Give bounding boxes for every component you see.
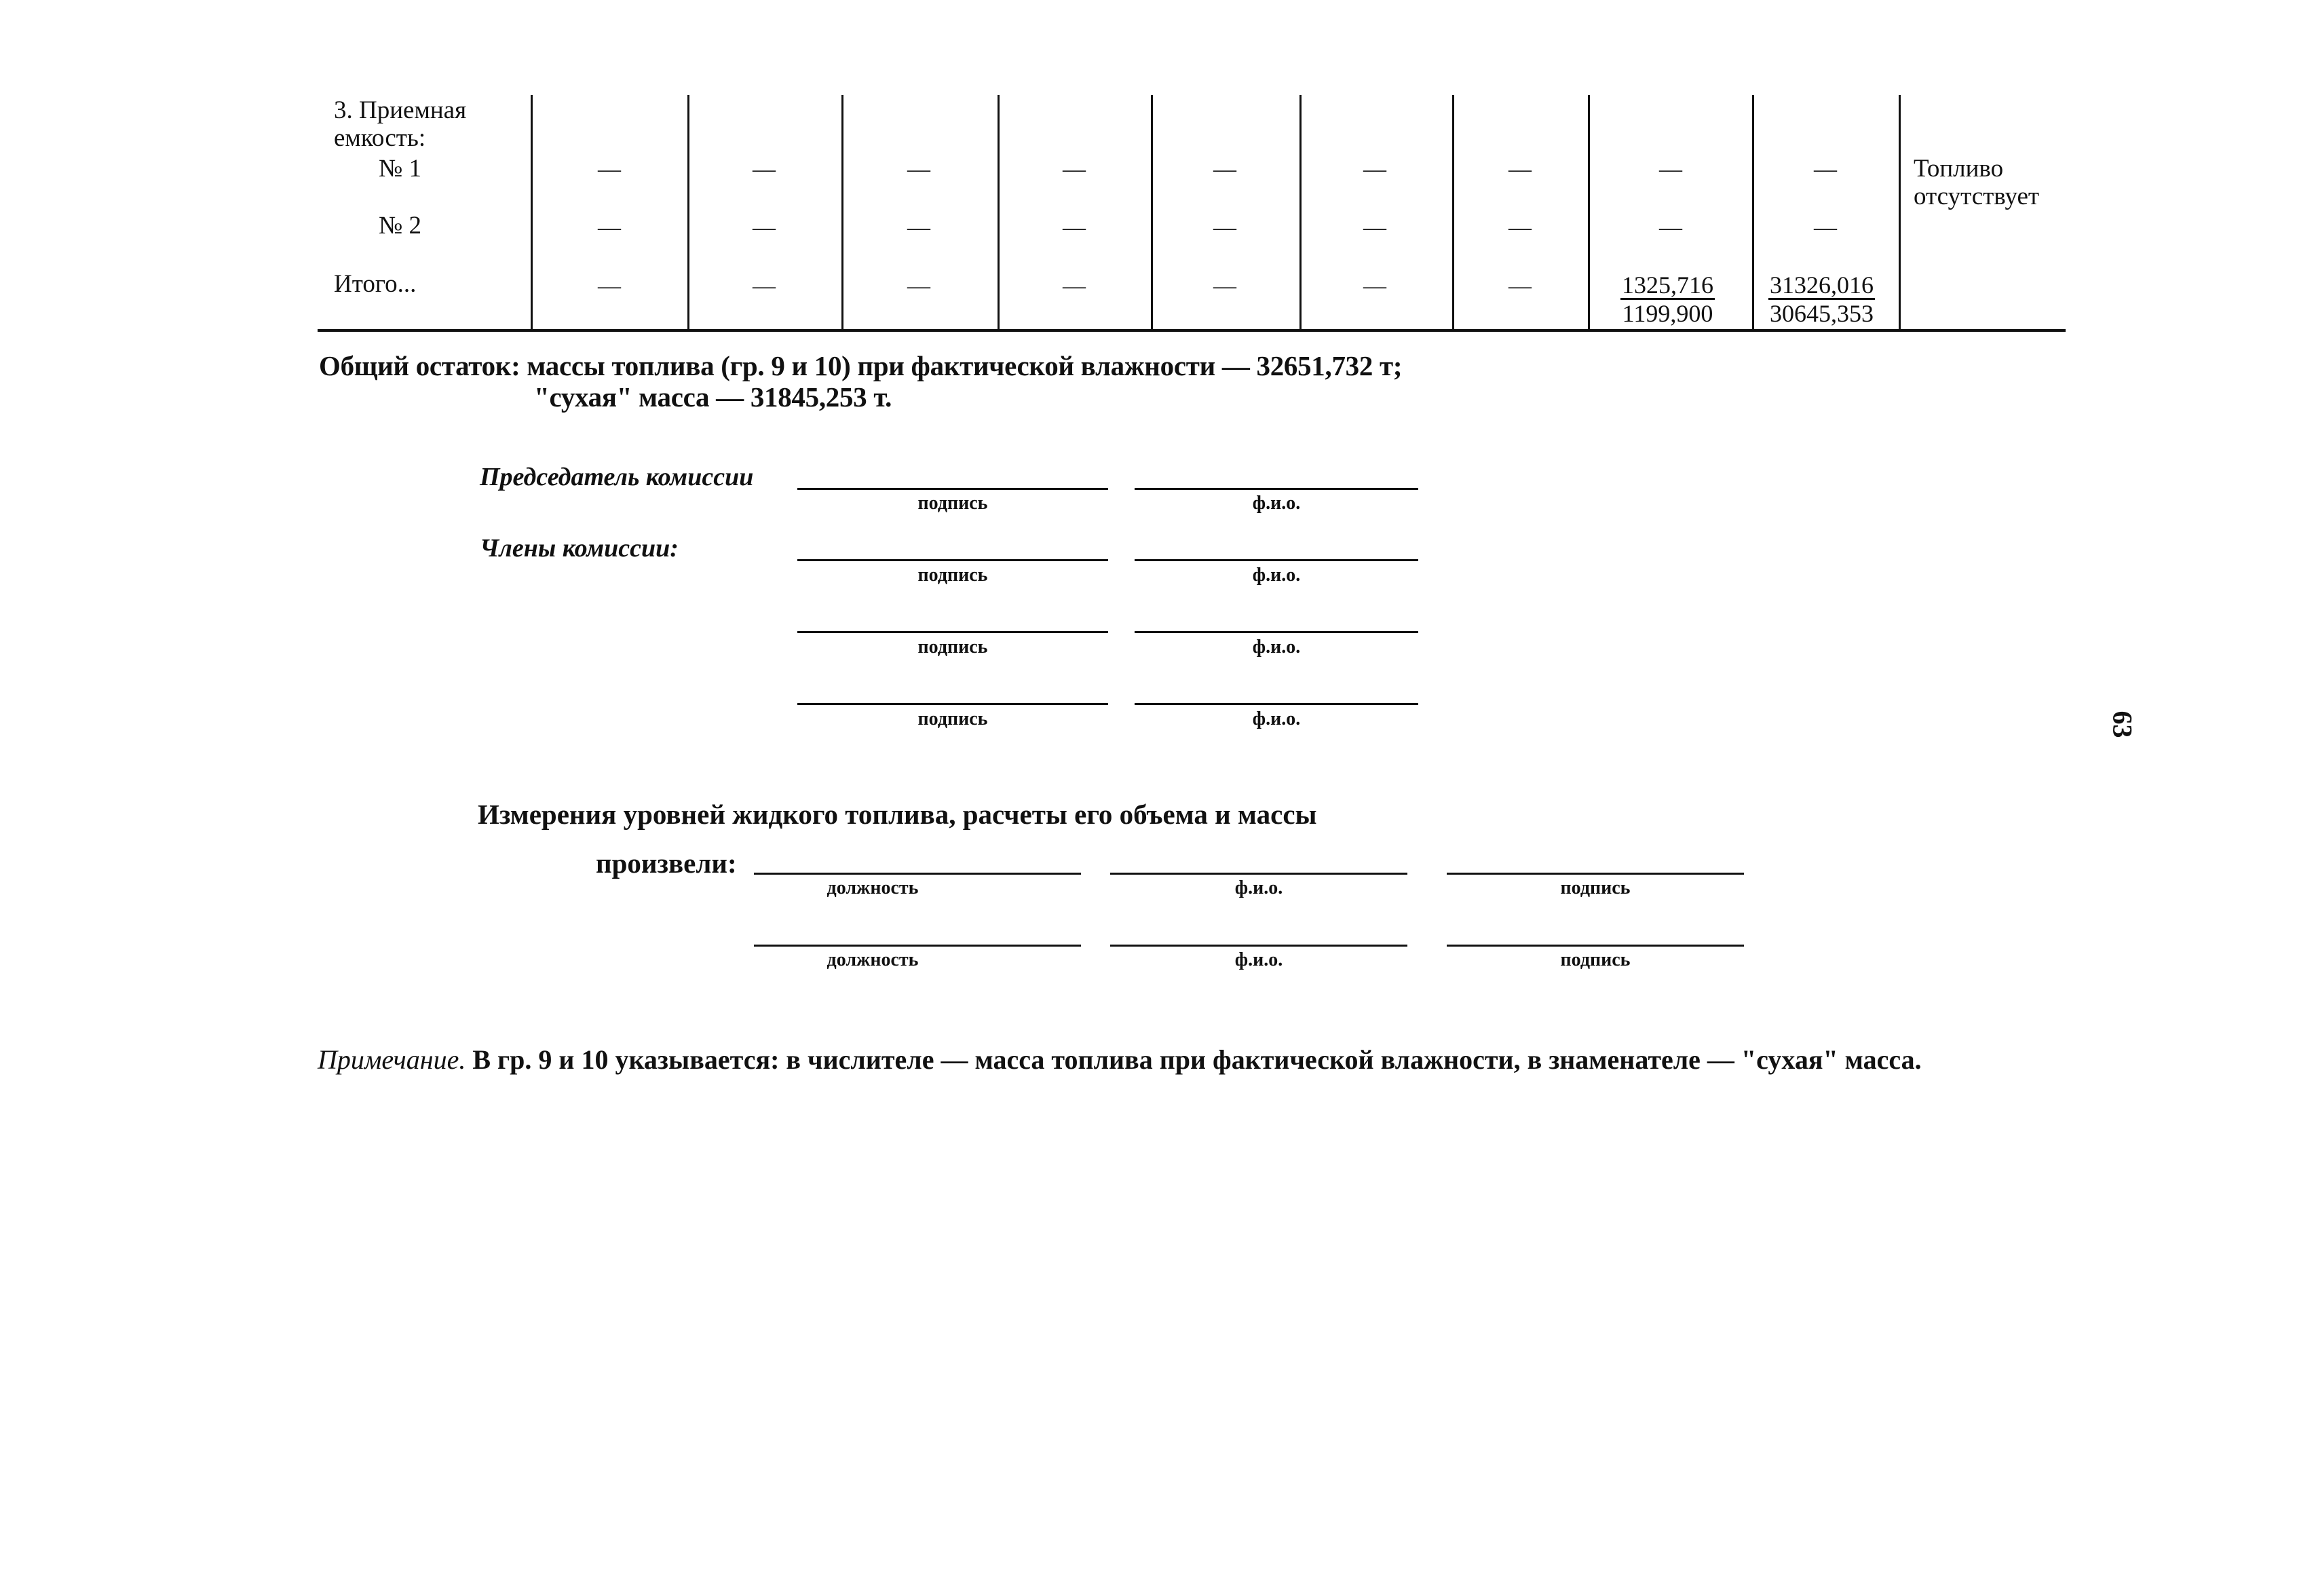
position-line[interactable]	[754, 873, 1081, 875]
table-cell: —	[753, 215, 776, 240]
name-caption: ф.и.о.	[1252, 493, 1301, 514]
name-caption: ф.и.о.	[1252, 636, 1301, 658]
signature-line[interactable]	[1447, 945, 1744, 947]
column-divider	[1899, 95, 1901, 330]
total-col9-fraction	[1620, 273, 1715, 326]
signature-line[interactable]	[797, 559, 1108, 561]
row-group-title	[334, 96, 466, 152]
position-caption: должность	[827, 877, 919, 898]
remarks-line: Топливо	[1914, 155, 2004, 183]
table-cell: —	[1659, 215, 1682, 240]
fraction-denominator: 30645,353	[1770, 300, 1874, 327]
column-divider	[1452, 95, 1454, 330]
name-caption: ф.и.о.	[1234, 877, 1283, 898]
column-divider	[1588, 95, 1590, 330]
signature-line[interactable]	[1447, 873, 1744, 875]
remarks-line: отсутствует	[1914, 183, 2040, 210]
table-cell: —	[598, 215, 621, 240]
column-divider	[1299, 95, 1302, 330]
table-cell: —	[753, 273, 776, 299]
total-balance-line1: Общий остаток: массы топлива (гр. 9 и 10) при фактической влажности — 32651,732 т;	[319, 350, 1403, 381]
chairman-label: Председатель комиссии	[480, 463, 754, 491]
table-cell: —	[907, 273, 930, 299]
page-number: 63	[2107, 710, 2138, 738]
table-cell: —	[907, 157, 930, 182]
column-divider	[1752, 95, 1754, 330]
column-divider	[841, 95, 843, 330]
signature-line[interactable]	[797, 488, 1108, 490]
signature-caption: подпись	[917, 493, 988, 514]
column-divider	[687, 95, 689, 330]
table-cell: —	[907, 215, 930, 240]
signature-caption: подпись	[1560, 949, 1631, 970]
table-cell: —	[1814, 215, 1837, 240]
name-line[interactable]	[1135, 559, 1418, 561]
table-cell: —	[1063, 157, 1086, 182]
name-line[interactable]	[1110, 873, 1407, 875]
table-cell: —	[598, 273, 621, 299]
name-caption: ф.и.о.	[1252, 565, 1301, 586]
fraction-denominator: 1199,900	[1622, 300, 1713, 327]
column-divider	[531, 95, 533, 330]
table-cell: —	[1363, 273, 1386, 299]
table-cell: —	[1063, 273, 1086, 299]
table-cell: —	[1508, 273, 1532, 299]
name-line[interactable]	[1110, 945, 1407, 947]
signature-line[interactable]	[797, 631, 1108, 633]
signature-caption: подпись	[917, 565, 988, 586]
table-cell: —	[598, 157, 621, 182]
total-col10-fraction	[1768, 273, 1875, 326]
row-label: № 2	[379, 212, 422, 240]
table-bottom-rule	[318, 329, 2066, 332]
name-caption: ф.и.о.	[1234, 949, 1283, 970]
table-cell: —	[1213, 273, 1236, 299]
performed-label: произвели:	[596, 848, 737, 879]
footnote	[318, 1044, 1922, 1076]
footnote-label: Примечание.	[318, 1044, 466, 1075]
fraction-numerator: 1325,716	[1622, 271, 1713, 299]
position-caption: должность	[827, 949, 919, 970]
signature-line[interactable]	[797, 703, 1108, 705]
name-caption: ф.и.о.	[1252, 708, 1301, 729]
row-group-title-line: 3. Приемная	[334, 96, 467, 124]
footnote-text: В гр. 9 и 10 указывается: в числителе — масса топлива при фактической влажности, в знаменателе — "сухая" масса.	[466, 1044, 1922, 1075]
table-cell: —	[1363, 157, 1386, 182]
table-cell: —	[753, 157, 776, 182]
table-cell: —	[1814, 157, 1837, 182]
table-cell: —	[1659, 157, 1682, 182]
table-cell: —	[1213, 157, 1236, 182]
name-line[interactable]	[1135, 631, 1418, 633]
remarks-cell	[1914, 155, 2039, 210]
table-cell: —	[1063, 215, 1086, 240]
signature-caption: подпись	[917, 636, 988, 658]
table-cell: —	[1508, 215, 1532, 240]
row-label: Итого...	[334, 270, 417, 298]
table-cell: —	[1213, 215, 1236, 240]
members-label: Члены комиссии:	[480, 534, 679, 563]
signature-caption: подпись	[1560, 877, 1631, 898]
signature-caption: подпись	[917, 708, 988, 729]
total-balance-line2: "сухая" масса — 31845,253 т.	[534, 381, 892, 413]
name-line[interactable]	[1135, 703, 1418, 705]
table-cell: —	[1508, 157, 1532, 182]
measurement-text: Измерения уровней жидкого топлива, расчеты его объема и массы	[478, 799, 1317, 830]
column-divider	[1151, 95, 1153, 330]
position-line[interactable]	[754, 945, 1081, 947]
row-group-title-line: емкость:	[334, 124, 426, 152]
column-divider	[998, 95, 1000, 330]
table-cell: —	[1363, 215, 1386, 240]
name-line[interactable]	[1135, 488, 1418, 490]
fraction-numerator: 31326,016	[1770, 271, 1874, 299]
row-label: № 1	[379, 155, 422, 183]
